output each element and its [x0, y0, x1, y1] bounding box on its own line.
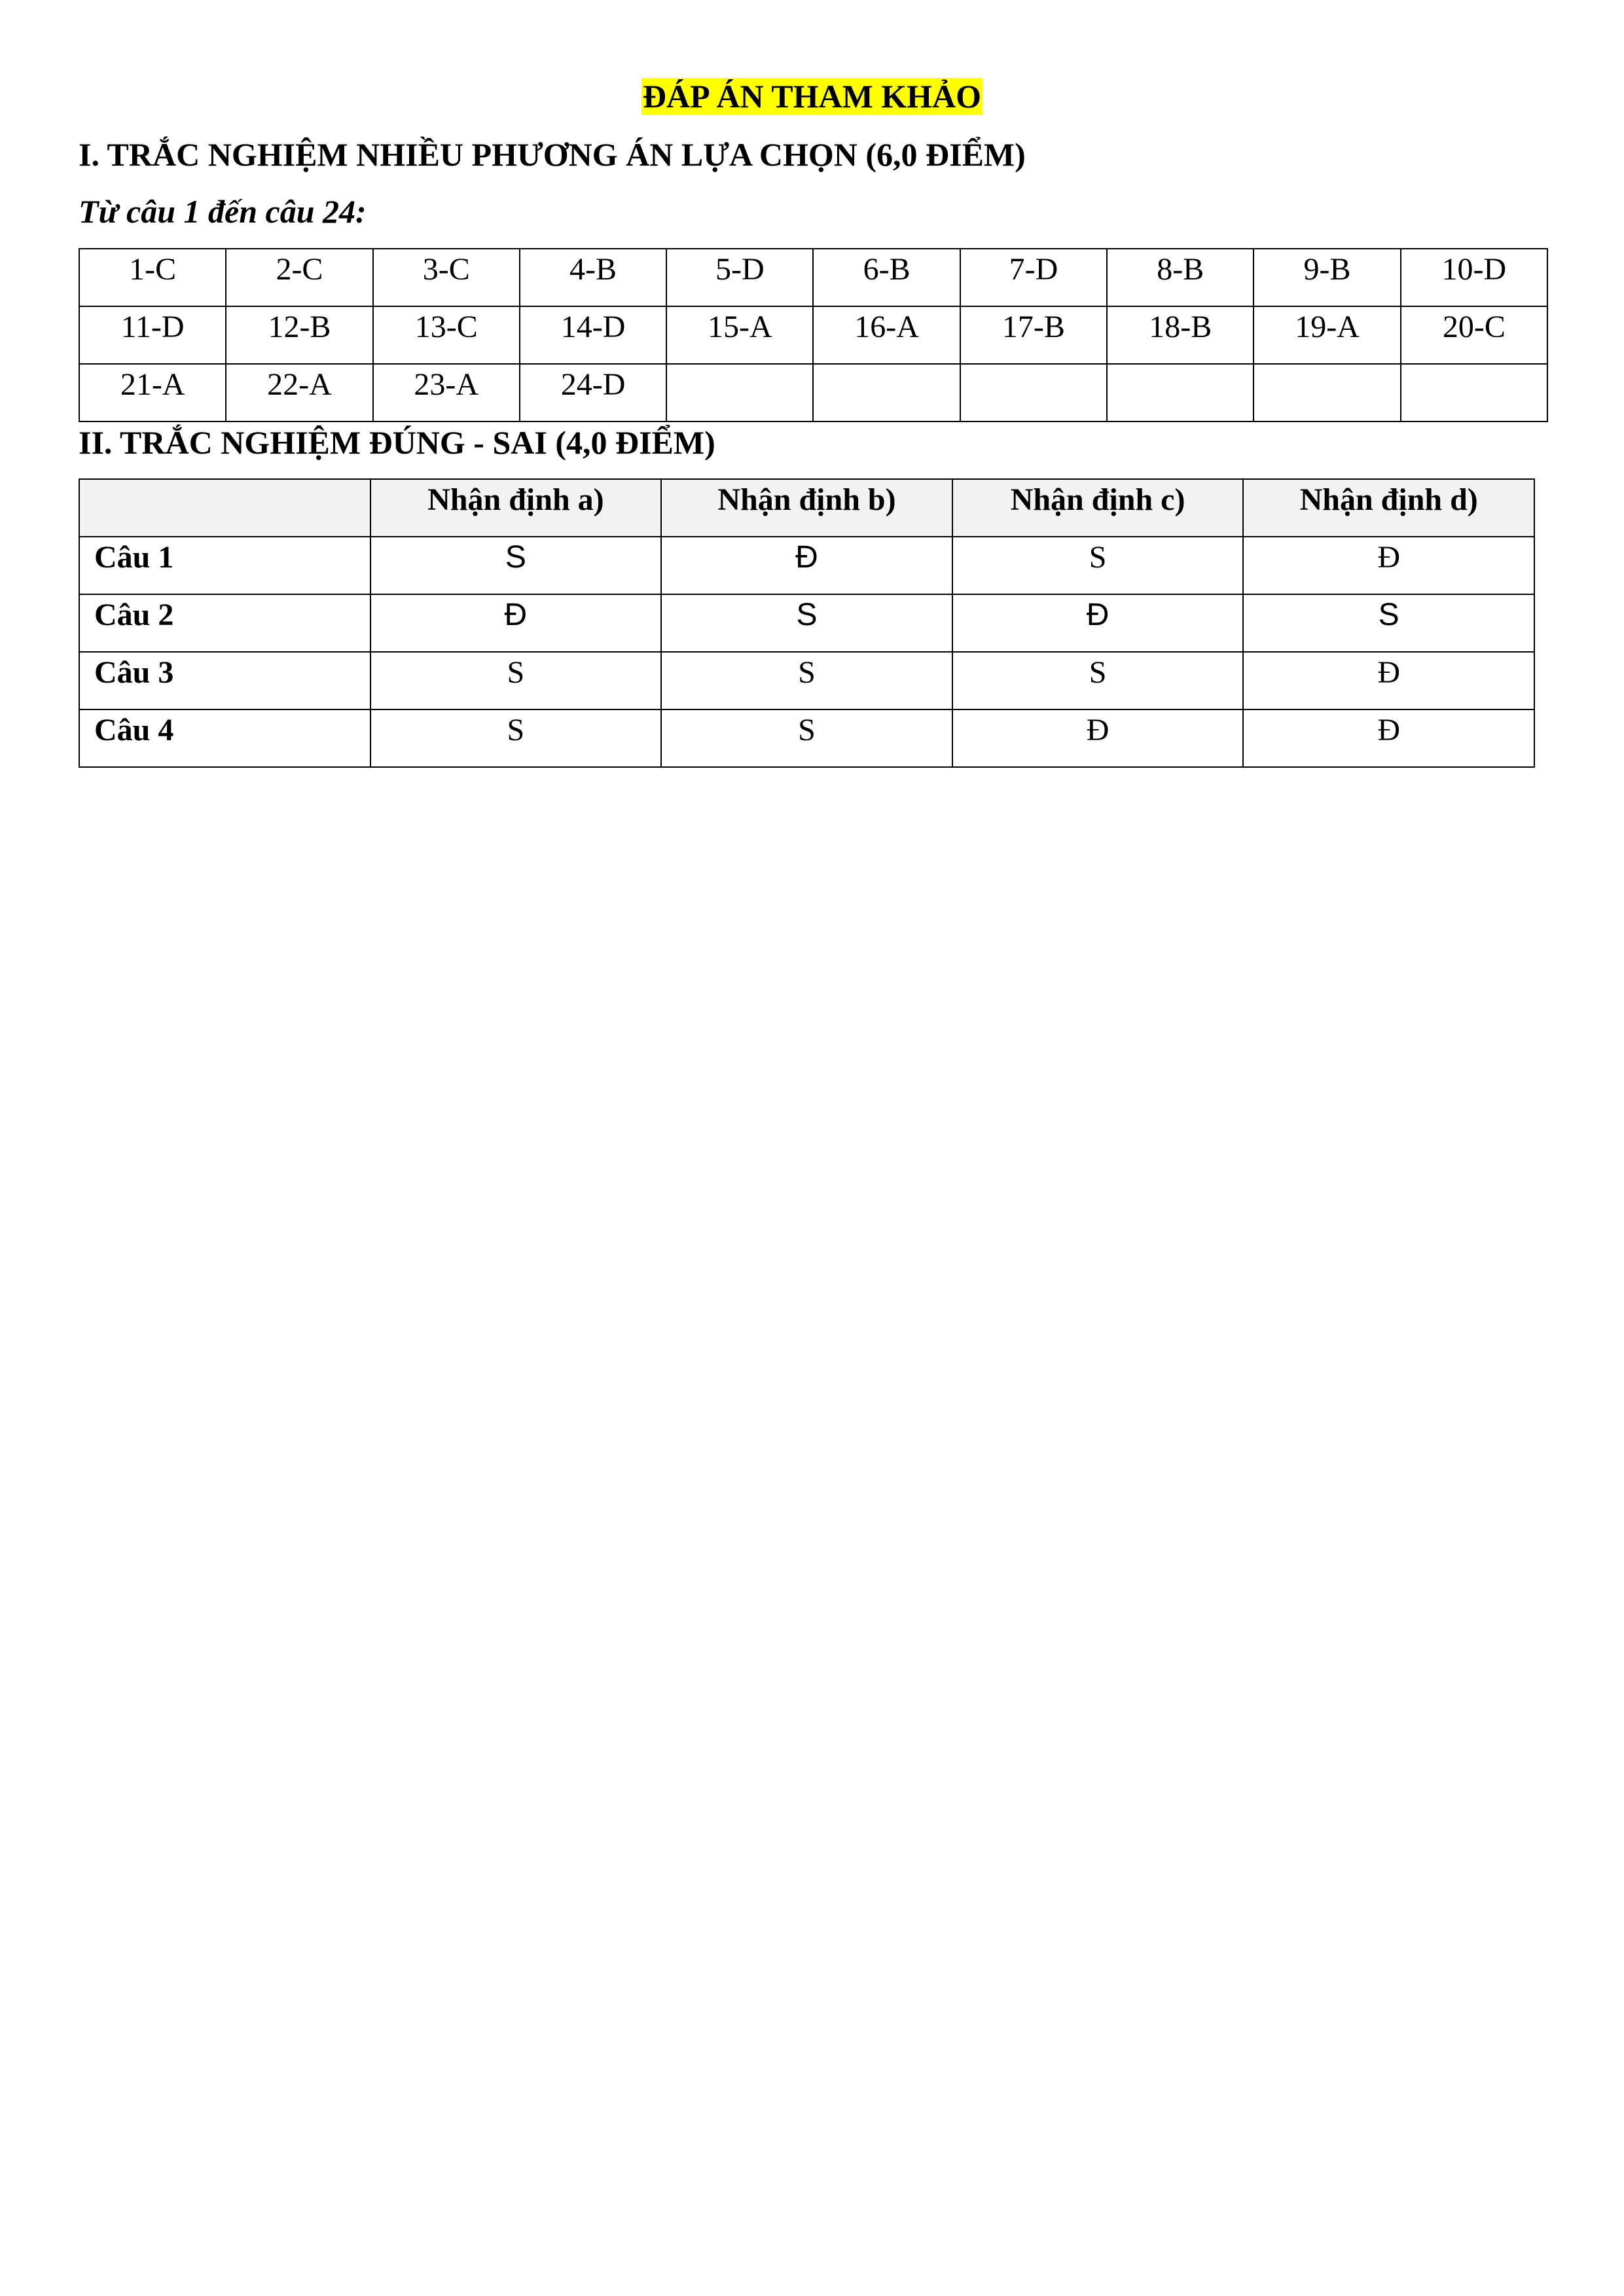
answer-cell: 10-D — [1401, 249, 1547, 306]
answer-cell: 22-A — [226, 364, 372, 422]
answer-cell — [813, 364, 960, 422]
answer-cell: 19-A — [1254, 306, 1400, 364]
table-row — [79, 652, 1534, 709]
answer-cell: 17-B — [960, 306, 1107, 364]
answer-cell: Đ — [661, 537, 952, 594]
answer-cell: 21-A — [79, 364, 226, 422]
answer-cell: 2-C — [226, 249, 372, 306]
question-label: Câu 1 — [79, 537, 370, 594]
table-row — [79, 537, 1534, 594]
answer-cell: 20-C — [1401, 306, 1547, 364]
column-header: Nhận định d) — [1243, 479, 1534, 537]
answer-cell: 23-A — [373, 364, 520, 422]
answer-cell: 14-D — [520, 306, 666, 364]
answer-cell: Đ — [1243, 537, 1534, 594]
table-row — [79, 306, 1547, 364]
answer-cell — [1254, 364, 1400, 422]
answer-cell: 8-B — [1107, 249, 1254, 306]
answer-cell: S — [952, 537, 1244, 594]
answer-cell: 16-A — [813, 306, 960, 364]
table-row — [79, 249, 1547, 306]
answer-cell: 24-D — [520, 364, 666, 422]
section2-heading: II. TRẮC NGHIỆM ĐÚNG - SAI (4,0 ĐIỂM) — [79, 424, 715, 461]
answer-cell: S — [661, 594, 952, 652]
answer-cell: 9-B — [1254, 249, 1400, 306]
question-label: Câu 2 — [79, 594, 370, 652]
table-row — [79, 364, 1547, 422]
table-row — [79, 594, 1534, 652]
answer-cell: 6-B — [813, 249, 960, 306]
true-false-answer-table — [79, 478, 1535, 768]
answer-cell: S — [370, 652, 662, 709]
answer-cell: 1-C — [79, 249, 226, 306]
answer-cell: Đ — [952, 594, 1244, 652]
answer-cell: 11-D — [79, 306, 226, 364]
answer-cell: 18-B — [1107, 306, 1254, 364]
answer-cell: Đ — [1243, 709, 1534, 767]
section1-subheading: Từ câu 1 đến câu 24: — [79, 193, 367, 230]
table-header-row — [79, 479, 1534, 537]
answer-cell: 12-B — [226, 306, 372, 364]
answer-cell: S — [661, 709, 952, 767]
answer-cell: S — [952, 652, 1244, 709]
answer-cell: S — [1243, 594, 1534, 652]
answer-cell: 7-D — [960, 249, 1107, 306]
table-row — [79, 709, 1534, 767]
column-header: Nhận định c) — [952, 479, 1244, 537]
section1-heading: I. TRẮC NGHIỆM NHIỀU PHƯƠNG ÁN LỰA CHỌN (6,0 ĐIỂM) — [79, 136, 1026, 173]
answer-cell: 4-B — [520, 249, 666, 306]
question-label: Câu 4 — [79, 709, 370, 767]
answer-cell: 15-A — [666, 306, 813, 364]
column-header: Nhận định b) — [661, 479, 952, 537]
multiple-choice-answer-table — [79, 248, 1548, 422]
answer-cell: Đ — [370, 594, 662, 652]
column-header: Nhận định a) — [370, 479, 662, 537]
answer-cell — [960, 364, 1107, 422]
answer-cell — [1401, 364, 1547, 422]
answer-cell — [666, 364, 813, 422]
question-label: Câu 3 — [79, 652, 370, 709]
answer-cell: 13-C — [373, 306, 520, 364]
answer-cell: 3-C — [373, 249, 520, 306]
answer-cell: Đ — [1243, 652, 1534, 709]
answer-cell — [1107, 364, 1254, 422]
title-text: ĐÁP ÁN THAM KHẢO — [642, 78, 982, 115]
answer-cell: S — [370, 537, 662, 594]
answer-cell: Đ — [952, 709, 1244, 767]
answer-cell: 5-D — [666, 249, 813, 306]
answer-cell: S — [661, 652, 952, 709]
answer-cell: S — [370, 709, 662, 767]
column-header — [79, 479, 370, 537]
page-title — [0, 73, 1624, 119]
